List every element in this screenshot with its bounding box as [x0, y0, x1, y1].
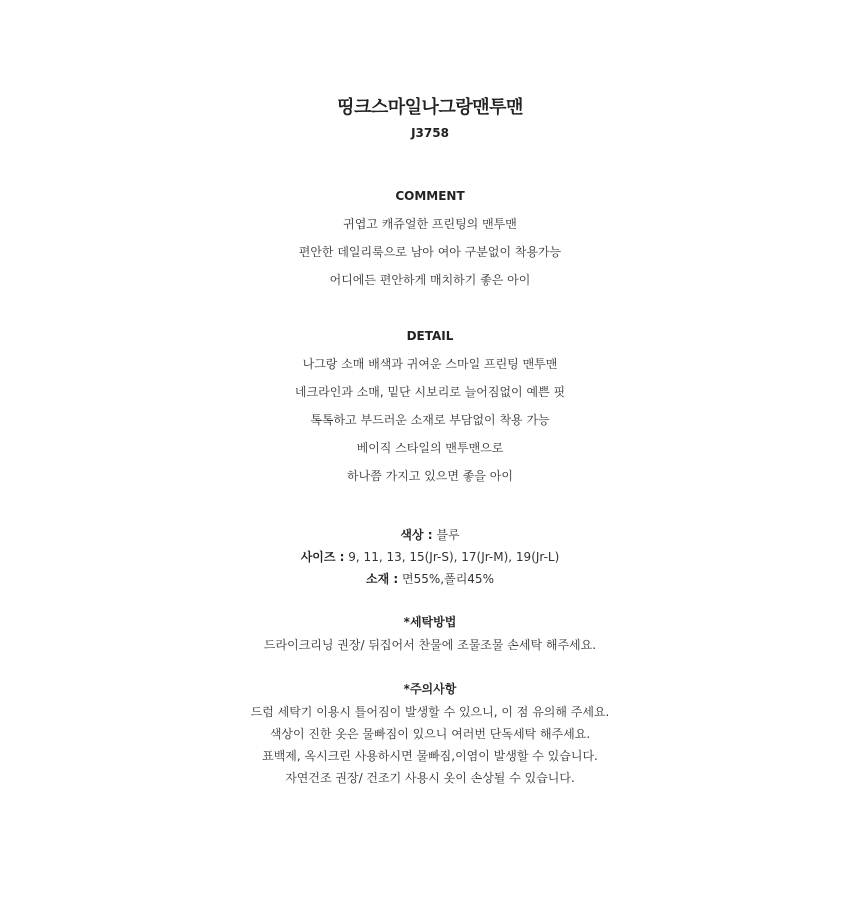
comment-line: 귀엽고 캐쥬얼한 프린팅의 맨투맨: [343, 217, 517, 231]
detail-line: 하나쯤 가지고 있으면 좋을 아이: [347, 469, 513, 483]
spec-color: [0, 529, 860, 541]
spec-size-value: 9, 11, 13, 15(Jr-S), 17(Jr-M), 19(Jr-L): [348, 550, 560, 564]
spec-size: [0, 551, 860, 563]
detail-line: 네크라인과 소매, 밑단 시보리로 늘어짐없이 예쁜 핏: [294, 385, 566, 399]
comment-line: 편안한 데일리룩으로 남아 여아 구분없이 착용가능: [298, 245, 562, 259]
caution-line: 색상이 진한 옷은 물빠짐이 있으니 여러번 단독세탁 해주세요.: [269, 727, 591, 741]
spec-material-label: 소재 :: [366, 572, 399, 586]
product-title: 띵크스마일나그랑맨투맨: [337, 97, 523, 118]
caution-line: 표백제, 옥시크린 사용하시면 물빠짐,이염이 발생할 수 있습니다.: [262, 749, 598, 763]
caution-heading: *주의사항: [403, 682, 457, 696]
comment-heading: COMMENT: [395, 189, 465, 203]
spec-material: [0, 573, 860, 585]
detail-heading: DETAIL: [406, 329, 454, 343]
caution-line: 드럼 세탁기 이용시 틀어짐이 발생할 수 있으니, 이 점 유의해 주세요.: [250, 705, 610, 719]
caution-line: 자연건조 권장/ 건조기 사용시 옷이 손상될 수 있습니다.: [285, 771, 575, 785]
detail-line: 베이직 스타일의 맨투맨으로: [356, 441, 504, 455]
washing-heading: *세탁방법: [403, 615, 457, 629]
washing-line: 드라이크리닝 권장/ 뒤집어서 찬물에 조물조물 손세탁 해주세요.: [263, 638, 597, 652]
spec-color-value: 블루: [436, 528, 460, 542]
spec-size-label: 사이즈 :: [300, 550, 345, 564]
spec-material-value: 면55%,폴리45%: [402, 572, 494, 586]
detail-line: 나그랑 소매 배색과 귀여운 스마일 프린팅 맨투맨: [302, 357, 558, 371]
product-code: J3758: [411, 126, 449, 140]
detail-line: 톡톡하고 부드러운 소재로 부담없이 착용 가능: [310, 413, 550, 427]
comment-line: 어디에든 편안하게 매치하기 좋은 아이: [329, 273, 531, 287]
spec-color-label: 색상 :: [400, 528, 433, 542]
